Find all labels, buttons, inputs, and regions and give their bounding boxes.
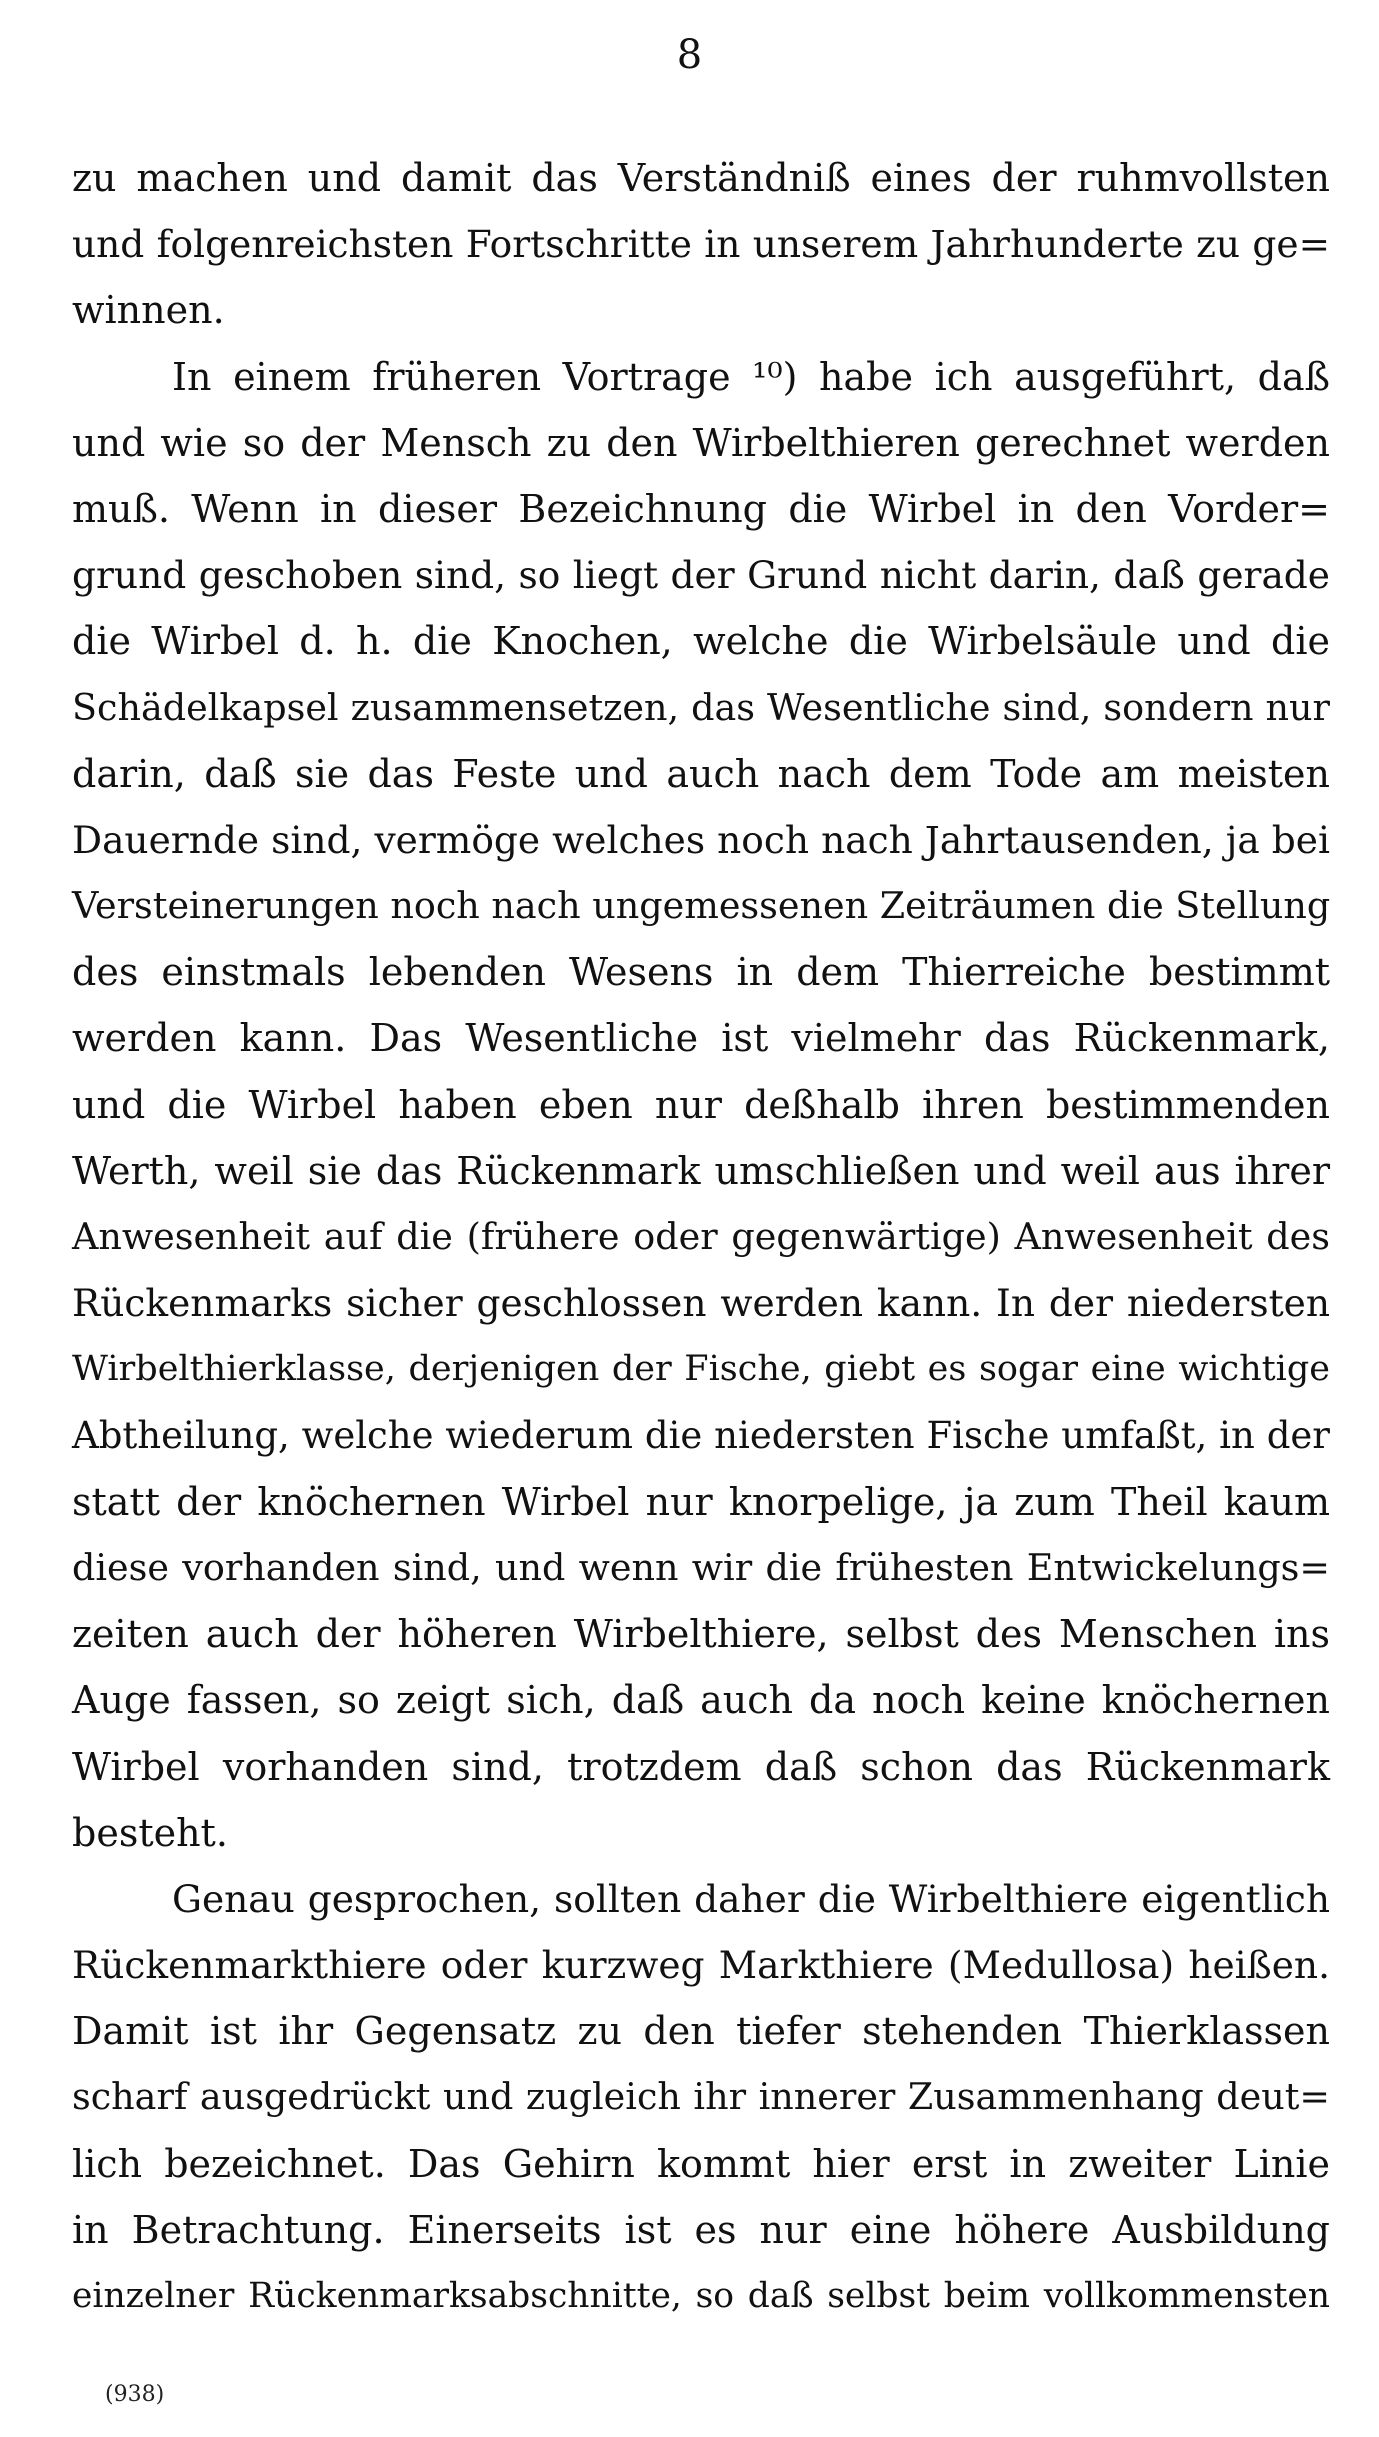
text-line: Schädelkapsel zusammensetzen, das Wesentliche sind, sondern nur [72,685,1330,729]
text-line: besteht. [72,1810,228,1855]
text-line: und wie so der Mensch zu den Wirbelthieren gerechnet werden [72,420,1330,465]
text-line: Versteinerungen noch nach ungemessenen Zeiträumen die Stellung [72,884,1331,928]
text-line: scharf ausgedrückt und zugleich ihr innerer Zusammenhang deut= [72,2075,1330,2119]
text-line: des einstmals lebenden Wesens in dem Thierreiche bestimmt [72,950,1330,995]
text-line: darin, daß sie das Feste und auch nach dem Tode am meisten [72,751,1330,796]
text-line: grund geschoben sind, so liegt der Grund nicht darin, daß gerade [72,553,1330,598]
text-line: Genau gesprochen, sollten daher die Wirbelthiere eigentlich [172,1876,1330,1921]
text-line: Anwesenheit auf die (frühere oder gegenwärtige) Anwesenheit des [72,1215,1330,1258]
text-line: Damit ist ihr Gegensatz zu den tiefer stehenden Thierklassen [72,2009,1330,2054]
text-line: Wirbel vorhanden sind, trotzdem daß schon das Rückenmark [72,1744,1330,1789]
text-line: Abtheilung, welche wiederum die niedersten Fische umfaßt, in der [72,1413,1330,1457]
text-line: Dauernde sind, vermöge welches noch nach Jahrtausenden, ja bei [72,817,1330,862]
text-line: Werth, weil sie das Rückenmark umschließen und weil aus ihrer [72,1148,1330,1193]
text-line: und folgenreichsten Fortschritte in unserem Jahrhunderte zu ge= [72,222,1330,267]
text-line: Rückenmarkthiere oder kurzweg Markthiere (Medullosa) heißen. [72,1943,1330,1988]
text-line: zeiten auch der höheren Wirbelthiere, selbst des Menschen ins [72,1612,1330,1657]
text-line: Auge fassen, so zeigt sich, daß auch da noch keine knöchernen [72,1678,1330,1723]
text-line: die Wirbel d. h. die Knochen, welche die Wirbelsäule und die [72,619,1330,664]
printer-signature: (938) [105,2382,165,2407]
text-line: einzelner Rückenmarksabschnitte, so daß selbst beim vollkommensten [72,2276,1330,2316]
text-line: diese vorhanden sind, und wenn wir die frühesten Entwickelungs= [72,1545,1330,1589]
text-line: in Betrachtung. Einerseits ist es nur eine höhere Ausbildung [72,2207,1330,2252]
text-line: In einem früheren Vortrage ¹⁰) habe ich ausgeführt, daß [172,354,1330,399]
text-line: muß. Wenn in dieser Bezeichnung die Wirbel in den Vorder= [72,486,1330,531]
text-line: zu machen und damit das Verständniß eines der ruhmvollsten [72,156,1330,200]
text-line: lich bezeichnet. Das Gehirn kommt hier erst in zweiter Linie [72,2141,1330,2186]
page-number: 8 [676,32,703,78]
text-line: werden kann. Das Wesentliche ist vielmehr das Rückenmark, [72,1016,1330,1061]
text-line: winnen. [72,288,225,333]
text-line: statt der knöchernen Wirbel nur knorpelige, ja zum Theil kaum [72,1479,1330,1524]
text-line: und die Wirbel haben eben nur deßhalb ihren bestimmenden [72,1082,1330,1127]
text-line: Rückenmarks sicher geschlossen werden kann. In der niedersten [72,1281,1330,1326]
body-text [72,145,1330,2329]
text-line: Wirbelthierklasse, derjenigen der Fische, giebt es sogar eine wichtige [72,1349,1330,1390]
